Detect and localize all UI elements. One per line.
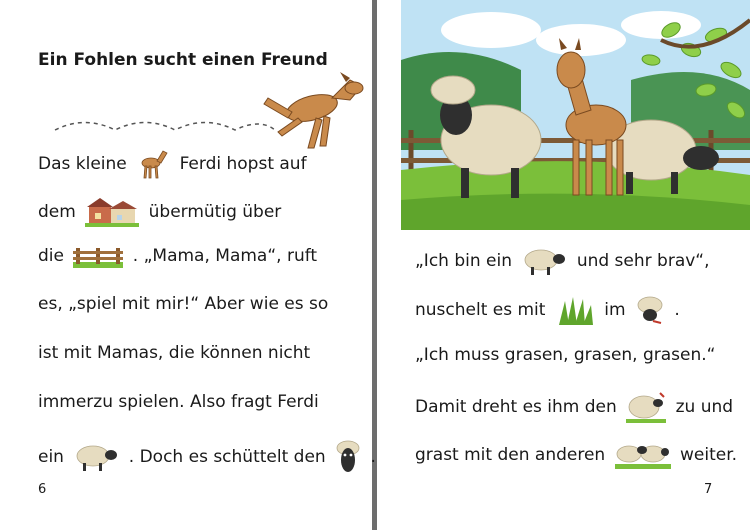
sheep-head-icon (335, 440, 361, 474)
page-number-left: 6 (38, 482, 47, 497)
meadow-illustration (401, 0, 750, 230)
text-line-2: dem übermütig über (38, 195, 281, 229)
text-line-5: ist mit Mamas, die können nicht (38, 343, 311, 363)
text-line-r1: „Ich bin ein und sehr brav“, (415, 246, 710, 276)
page-number-right: 7 (704, 482, 713, 497)
farm-icon (85, 195, 139, 229)
text-line-6: immerzu spielen. Also fragt Ferdi (38, 392, 319, 412)
story-title: Ein Fohlen sucht einen Freund (38, 50, 328, 70)
text-line-4: es, „spiel mit mir!“ Aber wie es so (38, 294, 329, 314)
text-line-r2: nuschelt es mit im . (415, 295, 680, 325)
grass-tuft-icon (555, 295, 595, 325)
sheep-mouth-icon (635, 295, 665, 325)
text-line-7: ein . Doch es schüttelt den . (38, 440, 376, 474)
text-line-3: die . „Mama, Mama“, ruft (38, 246, 318, 266)
sheep-flock-icon (615, 440, 671, 470)
right-page (377, 0, 750, 530)
foal-icon (136, 147, 170, 181)
sheep-icon (73, 442, 119, 472)
sheep-icon (521, 246, 567, 276)
text-line-r5: grast mit den anderen weiter. (415, 440, 737, 470)
fence-icon (73, 244, 123, 268)
text-line-r3: „Ich muss grasen, grasen, grasen.“ (415, 345, 716, 365)
sheep-back-icon (626, 391, 666, 423)
text-line-1: Das kleine Ferdi hopst auf (38, 147, 307, 181)
text-line-r4: Damit dreht es ihm den zu und (415, 391, 733, 423)
